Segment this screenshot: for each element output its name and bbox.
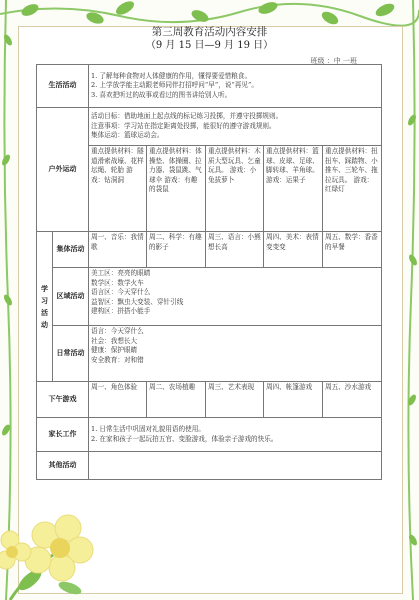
life-content <box>89 65 382 108</box>
parents-line: 1. 日常生活中巩固对礼貌用语的使用。 <box>91 424 205 433</box>
life-line: 2. 上学放学能主动跟老师同伴打招呼问“早”，说“再见”。 <box>91 81 258 90</box>
group-activity-label: 集体活动 <box>53 232 89 268</box>
area-line: 数学区：数学火车 <box>91 278 144 287</box>
daily-activity-row <box>37 326 382 382</box>
parents-line: 2. 在家和孩子一起玩拍五官、变脸游戏，体验亲子游戏的快乐。 <box>91 434 278 443</box>
daily-line: 语言：今天穿什么 <box>91 327 144 335</box>
group-day-cell: 周二、科学：有趣的影子 <box>147 232 206 268</box>
life-line: 3. 喜欢把听过的故事或看过的图书讲给别人听。 <box>91 90 232 99</box>
afternoon-day-cell: 周四、帐篷游戏 <box>264 382 323 418</box>
outdoor-day-cell: 重点提供材料：隧道滑索战壕、花样坛绳、轮胎 游戏：钻洞洞 <box>89 146 147 232</box>
schedule-table <box>36 64 382 480</box>
date-range: （9 月 15 日—9 月 19 日） <box>145 40 274 51</box>
area-activity-row <box>37 268 382 326</box>
page-title: 第三周教育活动内容安排 <box>151 26 268 38</box>
area-line: 语言区：今天穿什么 <box>91 288 151 297</box>
daily-line: 社会：我想长大 <box>91 336 138 345</box>
outdoor-days-row <box>37 146 382 232</box>
outdoor-goal-content <box>89 108 382 146</box>
outdoor-line: 集体运动：篮球运动会。 <box>91 131 164 140</box>
afternoon-label: 下午游戏 <box>37 382 89 418</box>
afternoon-day-cell: 周五、沙水游戏 <box>323 382 382 418</box>
outdoor-day-cell: 重点提供材料：扭扭车、踩踏物、小推车、三轮车、拖拉玩具。 游戏：红绿灯 <box>323 146 382 232</box>
area-line: 美工区：亮亮的眼睛 <box>91 269 151 277</box>
parents-row <box>37 418 382 452</box>
area-activity-label: 区域活动 <box>53 268 89 326</box>
life-line: 1. 了解每种食物对人体健康的作用，懂得要爱惜粮食。 <box>91 71 252 80</box>
outdoor-day-cell: 重点提供材料：体操垫、体操圈、拉力器、袋鼠跳、气球伞 游戏：有趣的袋鼠 <box>147 146 206 232</box>
flower-decoration-icon <box>0 480 130 600</box>
group-day-cell: 周一、音乐：我情歌 <box>89 232 147 268</box>
parents-label: 家长工作 <box>37 418 89 452</box>
area-activity-content <box>89 268 382 326</box>
daily-line: 健康：保护眼睛 <box>91 346 138 355</box>
leaf-vine-right-icon <box>403 0 419 600</box>
outdoor-day-cell: 重点提供材料：篮球、皮球、足球、脚转球、羊角球。 游戏：运果子 <box>264 146 323 232</box>
group-day-cell: 周五、数学：香香的早餐 <box>323 232 382 268</box>
outdoor-line: 活动目标：借助地面上起点线的标记练习投掷，并遵守投掷规则。 <box>91 112 283 121</box>
afternoon-row <box>37 382 382 418</box>
area-line: 建构区：拼搭小能手 <box>91 307 151 316</box>
daily-activity-content <box>89 326 382 382</box>
life-label: 生活活动 <box>37 65 89 108</box>
other-label: 其他活动 <box>37 452 89 480</box>
outdoor-line: 注意事项：学习站在指定距离处投掷，能很好的遵守游戏规则。 <box>91 121 276 130</box>
group-activity-row <box>37 232 382 268</box>
other-row <box>37 452 382 480</box>
outdoor-day-cell: 重点提供材料：木质大型玩具、乞童玩具。 游戏：小兔拔萝卜 <box>206 146 264 232</box>
group-day-cell: 周四、美术：表情变变变 <box>264 232 323 268</box>
outdoor-label: 户外运动 <box>37 108 89 232</box>
daily-line: 安全教育：对和错 <box>91 355 144 364</box>
other-content <box>89 452 382 480</box>
afternoon-day-cell: 周一、角色体验 <box>89 382 147 418</box>
daily-activity-label: 日常活动 <box>53 326 89 382</box>
afternoon-day-cell: 周二、农场植趣 <box>147 382 206 418</box>
parents-content <box>89 418 382 452</box>
area-line: 益智区：飘虫大变装、穿针引线 <box>91 297 184 306</box>
study-label: 学 习 活 动 <box>37 232 53 382</box>
life-row <box>37 65 382 108</box>
group-day-cell: 周三、语言：小熊想长高 <box>206 232 264 268</box>
outdoor-goal-row <box>37 108 382 146</box>
afternoon-day-cell: 周三、艺术表现 <box>206 382 264 418</box>
class-label: 班级 ：中 一班 <box>310 57 357 65</box>
